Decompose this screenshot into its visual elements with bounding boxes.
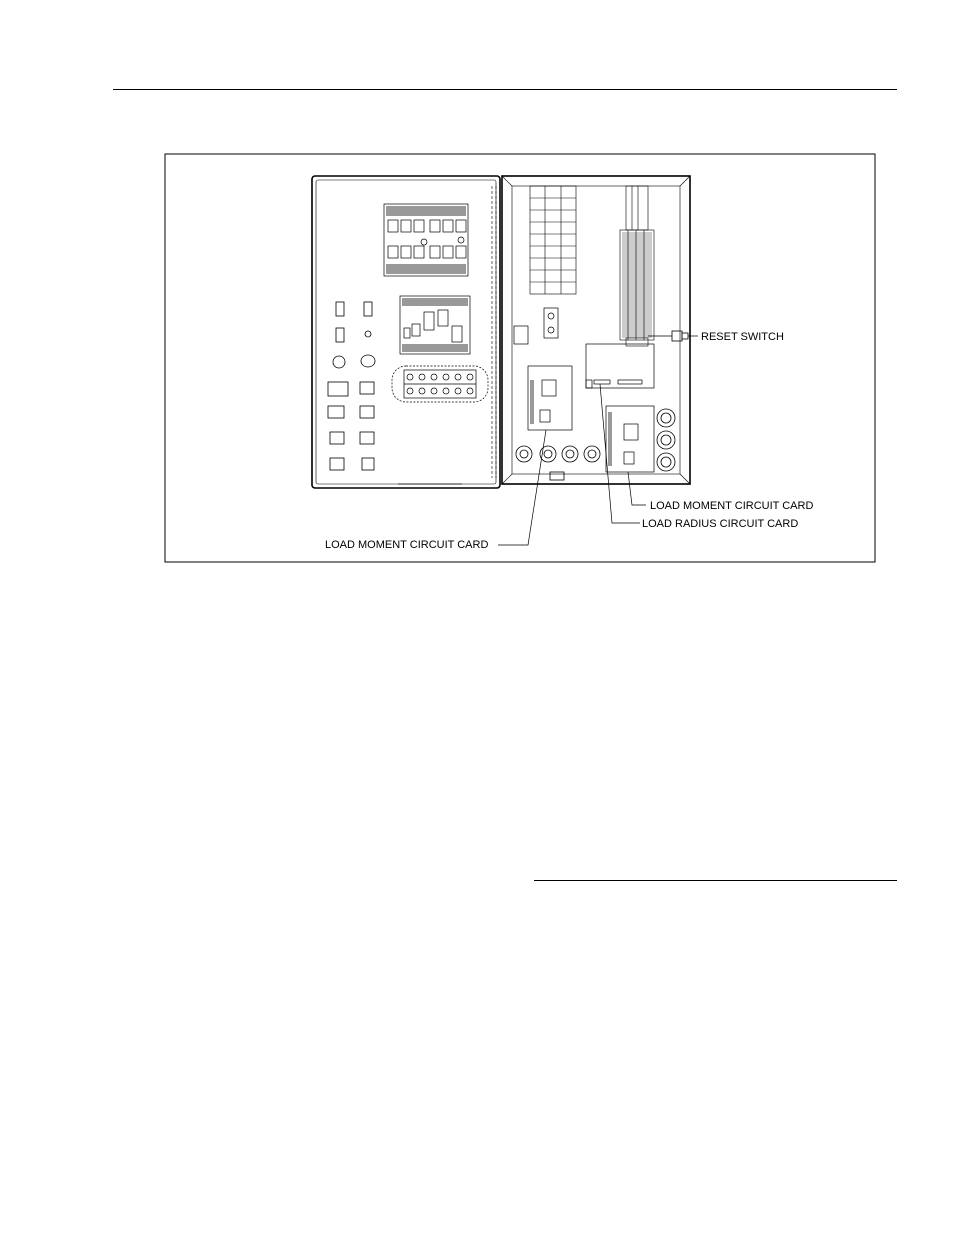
callout-load-moment-card-left: LOAD MOMENT CIRCUIT CARD [325,539,489,551]
left-door-panel [312,176,500,488]
relay-column [530,186,576,294]
callout-load-moment-card-right: LOAD MOMENT CIRCUIT CARD [650,500,814,512]
section-rule [534,880,897,881]
terminal-strip [392,366,488,402]
door-switches [328,302,375,470]
load-moment-card-left [528,366,572,430]
timer-board [400,296,470,354]
callout-load-radius-card: LOAD RADIUS CIRCUIT CARD [642,518,799,530]
relay-board [384,204,468,276]
terminal-column [620,186,654,346]
upper-circuit-card [586,344,654,388]
callout-reset-switch: RESET SWITCH [701,331,784,343]
fuse-holders [514,308,558,344]
load-moment-card-right [606,406,654,472]
